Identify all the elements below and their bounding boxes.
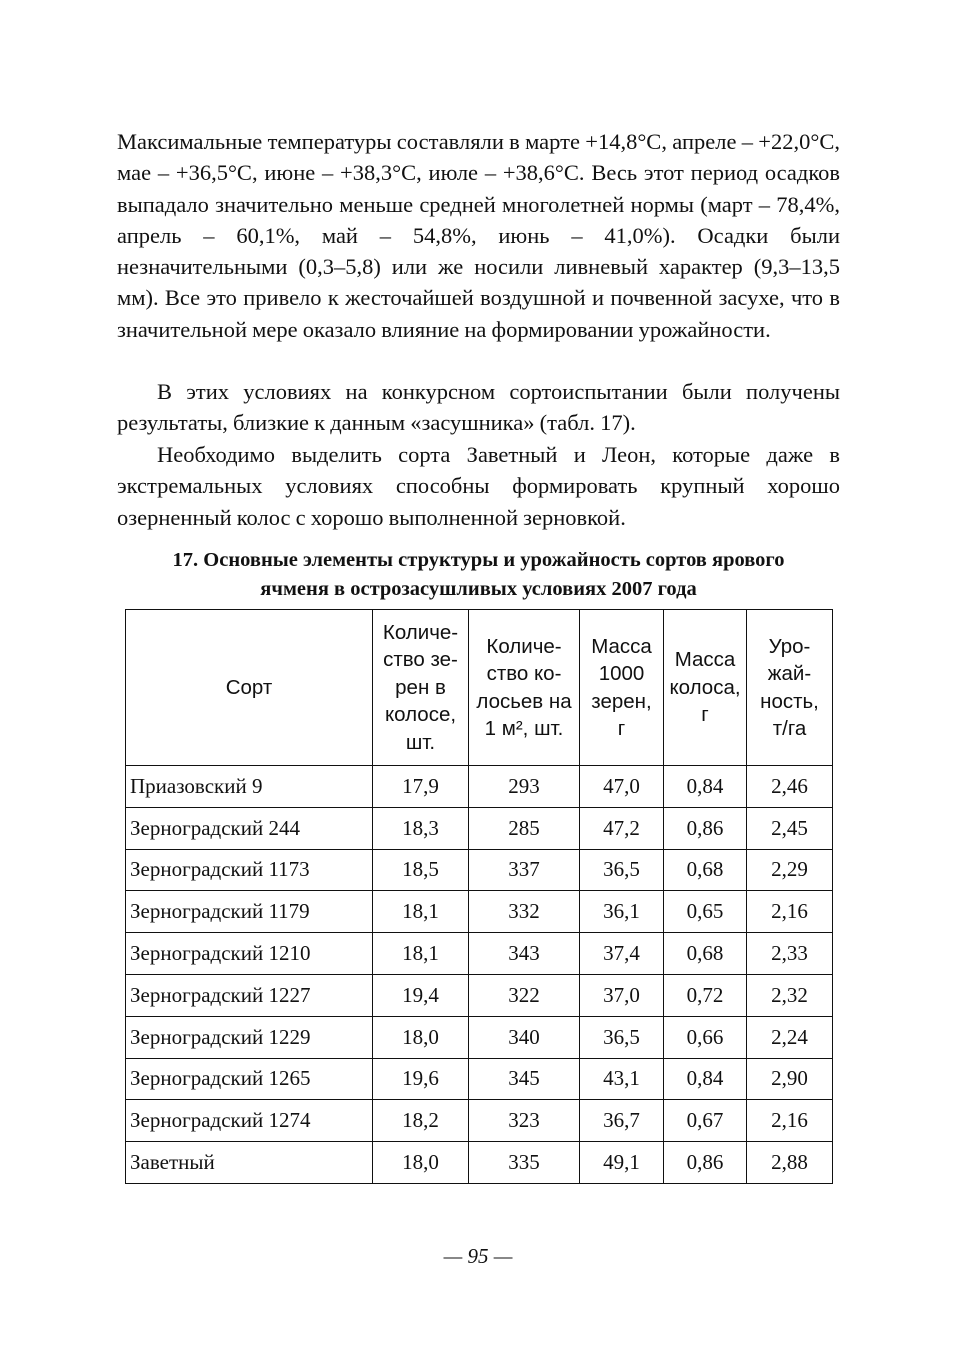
cell-yield: 2,45 (747, 807, 833, 849)
header-line: Масса (591, 634, 652, 658)
cell-grains-per-ear: 18,3 (373, 807, 469, 849)
paragraph-variety-trial: В этих условиях на конкурсном сортоиспытании были получены результаты, близкие к данным «засушника» (табл. 17). (117, 379, 840, 436)
page-number: — 95 — (443, 1244, 513, 1268)
cell-variety: Зерноградский 1274 (126, 1100, 373, 1142)
cell-thousand-grain-weight: 47,0 (580, 766, 664, 808)
cell-thousand-grain-weight: 43,1 (580, 1058, 664, 1100)
table-row (126, 1142, 833, 1184)
cell-ears-per-m2: 335 (469, 1142, 580, 1184)
header-line: колосе, (384, 703, 457, 727)
table-row (126, 1058, 833, 1100)
cell-yield: 2,32 (747, 974, 833, 1016)
yield-structure-table (125, 609, 833, 1184)
cell-ear-weight: 0,67 (664, 1100, 747, 1142)
cell-variety: Зерноградский 244 (126, 807, 373, 849)
table-header-row (126, 610, 833, 766)
cell-ears-per-m2: 285 (469, 807, 580, 849)
header-line: Количе- (382, 620, 459, 644)
cell-ear-weight: 0,86 (664, 807, 747, 849)
table-row (126, 933, 833, 975)
cell-yield: 2,90 (747, 1058, 833, 1100)
cell-variety: Заветный (126, 1142, 373, 1184)
cell-thousand-grain-weight: 37,4 (580, 933, 664, 975)
cell-variety: Зерноградский 1227 (126, 974, 373, 1016)
cell-thousand-grain-weight: 47,2 (580, 807, 664, 849)
header-line: Количе- (486, 634, 562, 658)
cell-yield: 2,46 (747, 766, 833, 808)
cell-ear-weight: 0,68 (664, 849, 747, 891)
cell-ear-weight: 0,84 (664, 766, 747, 808)
cell-ears-per-m2: 345 (469, 1058, 580, 1100)
header-line: г (617, 717, 626, 740)
paragraph-highlight-varieties: Необходимо выделить сорта Заветный и Леон, которые даже в экстремальных условиях способны формировать крупный хорошо озерненный колос с хорошо выполненной зерновкой. (117, 442, 840, 530)
cell-ears-per-m2: 340 (469, 1016, 580, 1058)
cell-ear-weight: 0,86 (664, 1142, 747, 1184)
cell-variety: Зерноградский 1179 (126, 891, 373, 933)
header-line: рен в (395, 675, 446, 699)
cell-ears-per-m2: 332 (469, 891, 580, 933)
cell-variety: Зерноградский 1265 (126, 1058, 373, 1100)
cell-grains-per-ear: 19,4 (373, 974, 469, 1016)
header-line: колоса, (669, 675, 741, 699)
header-line: г (701, 703, 709, 727)
table-row (126, 974, 833, 1016)
header-ear-weight (664, 610, 747, 766)
header-line: Сорт (225, 675, 273, 699)
cell-yield: 2,33 (747, 933, 833, 975)
cell-thousand-grain-weight: 36,7 (580, 1100, 664, 1142)
cell-ears-per-m2: 323 (469, 1100, 580, 1142)
table-caption (117, 546, 840, 604)
cell-ear-weight: 0,66 (664, 1016, 747, 1058)
cell-ear-weight: 0,65 (664, 891, 747, 933)
header-ears-per-m2 (469, 610, 580, 766)
header-yield (747, 610, 833, 766)
table-row (126, 766, 833, 808)
cell-grains-per-ear: 18,1 (373, 891, 469, 933)
cell-variety: Зерноградский 1229 (126, 1016, 373, 1058)
header-grains-per-ear (373, 610, 469, 766)
cell-grains-per-ear: 18,1 (373, 933, 469, 975)
paragraph-temperatures: Максимальные температуры составляли в марте +14,8°С, апреле – +22,0°С, мае – +36,5°С, июне – +38,3°С, июле – +38,6°С. Весь этот период осадков выпадало значительно меньше средней многолетней нормы (март – 78,4%, апрель – 60,1%, май – 54,8%, июнь – 41,0%). Осадки были незначительными (0,3–5,8) или же носили ливневый характер (9,3–13,5 мм). Все это привело к жесточайшей воздушной и почвенной засухе, что в значительной мере оказало влияние на формировании урожайности. (117, 129, 840, 342)
header-line: Уро- (768, 634, 811, 658)
header-line: 1 м², шт. (484, 717, 564, 740)
cell-yield: 2,16 (747, 1100, 833, 1142)
header-line: 1000 (598, 662, 645, 685)
cell-grains-per-ear: 19,6 (373, 1058, 469, 1100)
cell-grains-per-ear: 17,9 (373, 766, 469, 808)
cell-grains-per-ear: 18,5 (373, 849, 469, 891)
cell-yield: 2,16 (747, 891, 833, 933)
cell-ear-weight: 0,84 (664, 1058, 747, 1100)
cell-yield: 2,29 (747, 849, 833, 891)
cell-thousand-grain-weight: 36,5 (580, 1016, 664, 1058)
cell-grains-per-ear: 18,0 (373, 1016, 469, 1058)
header-line: ство ко- (486, 662, 562, 685)
cell-yield: 2,24 (747, 1016, 833, 1058)
header-thousand-grain-weight (580, 610, 664, 766)
cell-thousand-grain-weight: 36,5 (580, 849, 664, 891)
cell-ear-weight: 0,68 (664, 933, 747, 975)
cell-thousand-grain-weight: 36,1 (580, 891, 664, 933)
header-line: ность, (760, 689, 819, 713)
table-row (126, 1016, 833, 1058)
cell-variety: Зерноградский 1210 (126, 933, 373, 975)
cell-ear-weight: 0,72 (664, 974, 747, 1016)
cell-grains-per-ear: 18,0 (373, 1142, 469, 1184)
header-line: зерен, (591, 689, 652, 713)
cell-variety: Зерноградский 1173 (126, 849, 373, 891)
header-line: шт. (405, 730, 436, 754)
table-row (126, 1100, 833, 1142)
cell-yield: 2,88 (747, 1142, 833, 1184)
cell-thousand-grain-weight: 37,0 (580, 974, 664, 1016)
cell-ears-per-m2: 337 (469, 849, 580, 891)
table-row (126, 849, 833, 891)
table-row (126, 891, 833, 933)
header-variety (126, 610, 373, 766)
cell-ears-per-m2: 293 (469, 766, 580, 808)
header-line: лосьев на (476, 689, 572, 713)
cell-variety: Приазовский 9 (126, 766, 373, 808)
header-line: Масса (674, 648, 736, 672)
cell-grains-per-ear: 18,2 (373, 1100, 469, 1142)
header-line: жай- (767, 662, 812, 685)
table-caption-line-2: ячменя в острозасушливых условиях 2007 года (260, 578, 697, 600)
table-row (126, 807, 833, 849)
table-caption-line-1: 17. Основные элементы структуры и урожайность сортов ярового (172, 549, 785, 571)
cell-thousand-grain-weight: 49,1 (580, 1142, 664, 1184)
header-line: т/га (772, 717, 807, 740)
cell-ears-per-m2: 322 (469, 974, 580, 1016)
header-line: ство зе- (383, 648, 458, 672)
cell-ears-per-m2: 343 (469, 933, 580, 975)
